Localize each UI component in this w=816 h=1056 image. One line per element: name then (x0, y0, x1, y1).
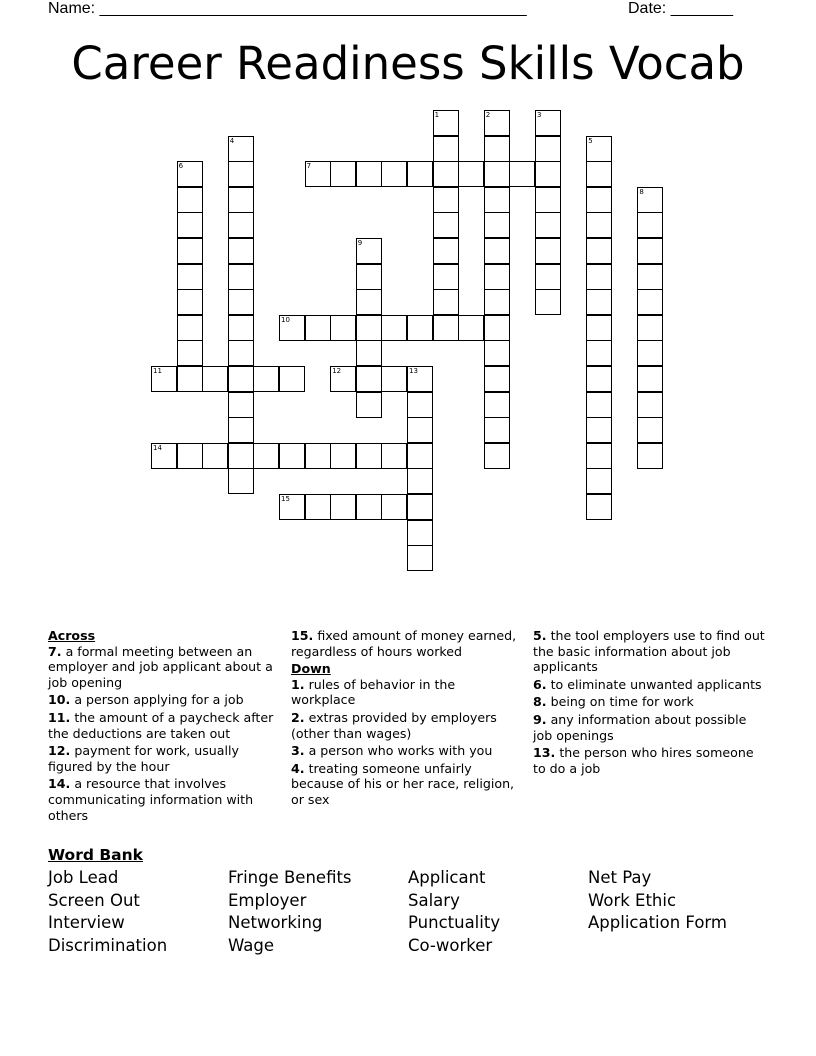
clue-number: 15 (281, 495, 290, 503)
crossword-cell[interactable] (586, 340, 612, 366)
clue-text: treating someone unfairly because of his or her race, religion, or sex (291, 760, 515, 807)
crossword-cell[interactable] (484, 187, 510, 213)
crossword-cell[interactable] (228, 264, 254, 290)
crossword-cell[interactable] (356, 289, 382, 315)
clues-column-2 (291, 628, 519, 810)
crossword-cell[interactable] (586, 187, 612, 213)
clue-number: 10. (48, 692, 71, 708)
clue-number: 9 (357, 239, 363, 247)
crossword-cell[interactable] (228, 187, 254, 213)
crossword-cell[interactable] (637, 392, 663, 418)
crossword-cell[interactable] (279, 366, 305, 392)
crossword-cell[interactable] (177, 187, 203, 213)
crossword-cell[interactable] (330, 366, 356, 392)
crossword-cell[interactable] (177, 212, 203, 238)
crossword-cell[interactable] (177, 238, 203, 264)
crossword-cell[interactable] (381, 315, 407, 341)
crossword-cell[interactable] (586, 366, 612, 392)
clue-number: 4. (291, 760, 305, 776)
crossword-cell[interactable] (177, 264, 203, 290)
crossword-cell[interactable] (637, 366, 663, 392)
clue-item (48, 710, 276, 741)
word-bank-item: Punctuality (408, 913, 501, 933)
crossword-cell[interactable] (433, 315, 459, 341)
crossword-cell[interactable] (535, 289, 561, 315)
clue-number: 6. (533, 676, 547, 692)
crossword-cell[interactable] (586, 238, 612, 264)
crossword-cell[interactable] (535, 238, 561, 264)
clue-text: the tool employers use to find out the basic information about job applicants (533, 628, 765, 675)
clue-number: 4 (229, 136, 235, 145)
crossword-cell[interactable] (228, 366, 254, 392)
date-field[interactable]: Date: _______ (628, 0, 733, 17)
word-bank-item: Networking (228, 913, 323, 933)
clue-number: 15. (291, 628, 314, 643)
clue-text: to eliminate unwanted applicants (550, 676, 762, 692)
crossword-cell[interactable] (637, 238, 663, 264)
crossword-cell[interactable] (433, 289, 459, 315)
crossword-cell[interactable] (586, 136, 612, 162)
crossword-cell[interactable] (433, 264, 459, 290)
crossword-cell[interactable] (228, 238, 254, 264)
clue-number: 7. (48, 643, 62, 659)
crossword-cell[interactable] (586, 443, 612, 469)
crossword-cell[interactable] (381, 161, 407, 187)
clue-number: 14. (48, 776, 71, 792)
crossword-cell[interactable] (458, 315, 484, 341)
crossword-cell[interactable] (586, 494, 612, 520)
clue-number: 2. (291, 709, 305, 725)
word-bank (48, 868, 768, 963)
clue-text: a formal meeting between an employer and job applicant about a job opening (48, 643, 273, 690)
clue-text: extras provided by employers (other than wages) (291, 709, 497, 741)
crossword-cell[interactable] (330, 494, 356, 520)
clues-column-3 (533, 628, 765, 778)
crossword-cell[interactable] (228, 161, 254, 187)
crossword-cell[interactable] (202, 366, 228, 392)
crossword-cell[interactable] (356, 443, 382, 469)
crossword-cell[interactable] (484, 136, 510, 162)
crossword-cell[interactable] (151, 366, 177, 392)
crossword-cell[interactable] (228, 289, 254, 315)
crossword-cell[interactable] (381, 494, 407, 520)
word-bank-item: Salary (408, 890, 460, 910)
clue-item (291, 743, 519, 759)
crossword-cell[interactable] (458, 161, 484, 187)
crossword-cell[interactable] (407, 315, 433, 341)
crossword-cell[interactable] (407, 545, 433, 571)
crossword-cell[interactable] (381, 366, 407, 392)
crossword-cell[interactable] (586, 289, 612, 315)
crossword-cell[interactable] (586, 392, 612, 418)
crossword-cell[interactable] (279, 443, 305, 469)
word-bank-item: Discrimination (48, 936, 168, 956)
crossword-cell[interactable] (484, 289, 510, 315)
clue-number: 8. (533, 694, 547, 710)
clue-number: 11 (153, 367, 162, 375)
word-bank-item: Wage (228, 936, 274, 956)
crossword-cell[interactable] (484, 340, 510, 366)
clue-number: 5. (533, 628, 547, 643)
crossword-cell[interactable] (407, 417, 433, 443)
word-bank-item: Interview (48, 913, 125, 933)
crossword-cell[interactable] (484, 264, 510, 290)
clue-number: 6 (178, 162, 184, 171)
crossword-cell[interactable] (279, 315, 305, 341)
clue-number: 11. (48, 709, 71, 725)
clue-item (48, 644, 276, 691)
crossword-cell[interactable] (177, 161, 203, 187)
crossword-cell[interactable] (484, 392, 510, 418)
clue-text: a person applying for a job (74, 692, 244, 708)
word-bank-item: Employer (228, 890, 307, 910)
clue-number: 8 (639, 187, 644, 196)
clue-text: a person who works with you (308, 743, 493, 759)
crossword-cell[interactable] (586, 161, 612, 187)
crossword-cell[interactable] (177, 366, 203, 392)
crossword-cell[interactable] (535, 212, 561, 238)
crossword-cell[interactable] (637, 264, 663, 290)
clue-text: payment for work, usually figured by the hour (48, 743, 239, 774)
clue-item (291, 761, 519, 808)
crossword-cell[interactable] (305, 161, 331, 187)
clue-text: rules of behavior in the workplace (291, 676, 456, 708)
crossword-cell[interactable] (484, 417, 510, 443)
crossword-cell[interactable] (356, 264, 382, 290)
crossword-cell[interactable] (305, 494, 331, 520)
crossword-cell[interactable] (177, 443, 203, 469)
clue-number: 9. (533, 711, 547, 727)
crossword-cell[interactable] (637, 443, 663, 469)
crossword-cell[interactable] (535, 264, 561, 290)
crossword-cell[interactable] (637, 187, 663, 213)
word-bank-item: Screen Out (48, 890, 140, 910)
clue-item (291, 710, 519, 741)
crossword-cell[interactable] (381, 443, 407, 469)
crossword-cell[interactable] (228, 392, 254, 418)
clue-item (533, 677, 765, 693)
clues-column-1 (48, 628, 276, 825)
name-field[interactable]: Name: ________________________________________________ (48, 0, 527, 17)
clue-item (533, 694, 765, 710)
crossword-cell[interactable] (305, 443, 331, 469)
crossword-cell[interactable] (407, 468, 433, 494)
crossword-cell[interactable] (356, 494, 382, 520)
clue-number: 14 (153, 443, 162, 452)
word-bank-item: Job Lead (48, 868, 119, 887)
clue-text: the person who hires someone to do a job (533, 745, 754, 776)
crossword-cell[interactable] (586, 315, 612, 341)
clue-item (48, 776, 276, 823)
crossword-cell[interactable] (484, 366, 510, 392)
clue-item (291, 677, 519, 708)
crossword-cell[interactable] (586, 417, 612, 443)
crossword-cell[interactable] (279, 494, 305, 520)
crossword-cell[interactable] (433, 161, 459, 187)
crossword-cell[interactable] (433, 187, 459, 213)
crossword-cell[interactable] (407, 392, 433, 418)
clue-number: 2 (485, 111, 491, 119)
clue-number: 5 (588, 136, 593, 145)
crossword-cell[interactable] (407, 161, 433, 187)
crossword-cell[interactable] (407, 494, 433, 520)
clue-item (48, 743, 276, 774)
word-bank-item: Co-worker (408, 936, 493, 956)
crossword-cell[interactable] (637, 340, 663, 366)
crossword-cell[interactable] (228, 468, 254, 494)
page-title: Career Readiness Skills Vocab (71, 37, 745, 90)
crossword-cell[interactable] (535, 136, 561, 162)
clue-item (533, 712, 765, 743)
word-bank-item: Fringe Benefits (228, 868, 352, 887)
crossword-cell[interactable] (433, 212, 459, 238)
crossword-cell[interactable] (177, 289, 203, 315)
crossword-cell[interactable] (253, 443, 279, 469)
crossword-cell[interactable] (356, 340, 382, 366)
crossword-cell[interactable] (407, 520, 433, 546)
clue-number: 13. (533, 745, 556, 761)
clue-text: fixed amount of money earned, regardless of hours worked (291, 628, 517, 659)
clue-number: 12. (48, 743, 71, 759)
crossword-cell[interactable] (407, 366, 433, 392)
across-heading: Across (48, 628, 96, 643)
crossword-cell[interactable] (637, 417, 663, 443)
crossword-cell[interactable] (433, 110, 459, 136)
down-heading: Down (291, 661, 331, 677)
crossword-cell[interactable] (637, 212, 663, 238)
crossword-cell[interactable] (330, 315, 356, 341)
crossword-cell[interactable] (330, 161, 356, 187)
crossword-cell[interactable] (637, 289, 663, 315)
crossword-cell[interactable] (433, 238, 459, 264)
crossword-cell[interactable] (151, 443, 177, 469)
crossword-cell[interactable] (356, 161, 382, 187)
clue-text: the amount of a paycheck after the deductions are taken out (48, 709, 274, 741)
crossword-cell[interactable] (484, 315, 510, 341)
crossword-cell[interactable] (356, 392, 382, 418)
clue-item (291, 628, 519, 659)
word-bank-item: Applicant (408, 868, 486, 887)
word-bank-item: Net Pay (588, 868, 652, 887)
clue-item (533, 628, 765, 675)
crossword-cell[interactable] (586, 468, 612, 494)
crossword-cell[interactable] (637, 315, 663, 341)
clue-number: 1. (291, 676, 305, 692)
clue-item (48, 692, 276, 708)
crossword-cell[interactable] (484, 443, 510, 469)
crossword-cell[interactable] (177, 315, 203, 341)
crossword-cell[interactable] (305, 315, 331, 341)
word-bank-title: Word Bank (48, 846, 143, 864)
crossword-cell[interactable] (484, 110, 510, 136)
crossword-cell[interactable] (484, 212, 510, 238)
word-bank-item: Work Ethic (588, 890, 677, 910)
clue-text: being on time for work (550, 694, 694, 710)
clue-number: 7 (306, 162, 312, 171)
crossword-cell[interactable] (509, 161, 535, 187)
crossword-cell[interactable] (484, 238, 510, 264)
crossword-cell[interactable] (228, 212, 254, 238)
crossword-cell[interactable] (330, 443, 356, 469)
crossword-cell[interactable] (177, 340, 203, 366)
crossword-cell[interactable] (228, 443, 254, 469)
clue-text: any information about possible job openings (533, 711, 747, 743)
crossword-cell[interactable] (484, 161, 510, 187)
crossword-cell[interactable] (356, 238, 382, 264)
crossword-cell[interactable] (228, 315, 254, 341)
crossword-cell[interactable] (202, 443, 228, 469)
clue-number: 12 (332, 367, 342, 375)
clue-number: 3 (537, 111, 542, 119)
clue-number: 10 (281, 315, 290, 324)
crossword-cell[interactable] (535, 110, 561, 136)
clue-item (533, 745, 765, 776)
crossword-cell[interactable] (586, 264, 612, 290)
crossword-cell[interactable] (228, 136, 254, 162)
crossword-cell[interactable] (433, 136, 459, 162)
crossword-cell[interactable] (535, 187, 561, 213)
crossword-cell[interactable] (356, 366, 382, 392)
clue-number: 3. (291, 743, 305, 759)
crossword-cell[interactable] (228, 340, 254, 366)
clue-text: a resource that involves communicating information with others (48, 776, 254, 823)
crossword-cell[interactable] (535, 161, 561, 187)
crossword-cell[interactable] (253, 366, 279, 392)
clue-number: 13 (409, 367, 418, 375)
crossword-cell[interactable] (228, 417, 254, 443)
clue-number: 1 (434, 111, 440, 119)
word-bank-item: Application Form (588, 913, 728, 933)
crossword-cell[interactable] (407, 443, 433, 469)
crossword-cell[interactable] (586, 212, 612, 238)
crossword-cell[interactable] (356, 315, 382, 341)
